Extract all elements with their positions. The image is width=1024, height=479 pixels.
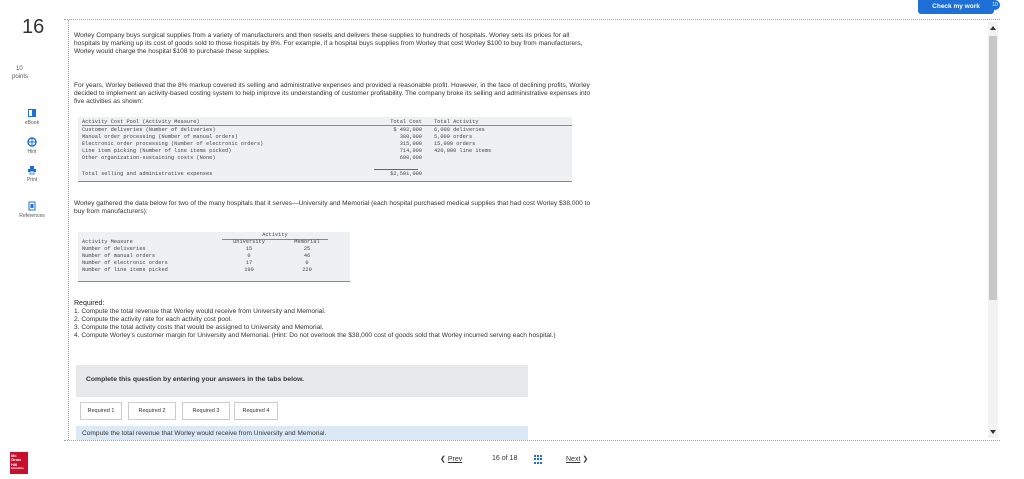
activity-group-header: Activity: [222, 232, 328, 240]
table-header-row: [82, 119, 572, 126]
activity-table: [78, 232, 350, 282]
table-row: [82, 134, 572, 141]
tab-required-1[interactable]: Required 1: [80, 402, 122, 420]
total-pages: 18: [509, 455, 518, 462]
cost-pool-table: [78, 117, 572, 182]
table-cell: 46: [303, 253, 311, 259]
table-cell: 420,000 line items: [434, 148, 492, 154]
logo-text: Mc: [11, 453, 17, 458]
table-cell: Customer deliveries (Number of deliveries): [82, 127, 216, 133]
table-row: [82, 246, 348, 253]
tab-required-2[interactable]: Required 2: [128, 402, 176, 420]
table-cell: 25: [303, 246, 311, 252]
intro-paragraph-3: Worley gathered the data below for two of the many hospitals that it serves—University and Memorial (each hospital purchased medical supplies that had cost Worley $38,000 to buy from manufacturers):: [74, 200, 591, 216]
table-cell: 6,000 deliveries: [434, 127, 485, 133]
table-cell: Number of electronic orders: [82, 260, 168, 266]
chevron-left-icon: ❮: [440, 456, 446, 463]
references-icon: [27, 201, 37, 211]
ebook-label: eBook: [24, 120, 40, 126]
required-item: 4. Compute Worley’s customer margin for University and Memorial. (Hint: Do not overlook the $38,000 cost of goods sold that Worley incurred serving each hospital.): [74, 331, 556, 339]
intro-paragraph-2: For years, Worley believed that the 8% markup covered its selling and administrative expenses and provided a reasonable profit. However, in the face of declining profits, Worley decided to implement an activity-based costing system to help improve its understanding of customer profitability. The company broke its selling and administrative expenses into five activities as shown:: [74, 82, 591, 106]
page-indicator: [492, 455, 517, 462]
table-cell: Line item picking (Number of line items picked): [82, 148, 232, 154]
table-cell: 714,000: [399, 148, 422, 154]
required-title: Required:: [74, 300, 105, 307]
table-cell: $2,501,000: [390, 171, 422, 177]
table-cell: 15: [245, 246, 253, 252]
page-of: of: [501, 455, 508, 462]
hint-icon: [27, 137, 37, 147]
table-cell: 190: [244, 267, 254, 273]
next-link[interactable]: Next: [566, 456, 581, 463]
current-page: 16: [492, 455, 500, 462]
next-button[interactable]: [566, 455, 588, 463]
mcgraw-hill-logo: [10, 452, 28, 474]
references-tool[interactable]: [12, 201, 52, 219]
table-row: [82, 141, 572, 148]
print-icon: [27, 165, 37, 175]
table-cell: 15,000 orders: [434, 141, 476, 147]
top-bar: [0, 0, 1024, 10]
column-header: Activity Measure: [82, 239, 133, 245]
tab-prompt: [76, 426, 528, 440]
tab-required-3[interactable]: Required 3: [182, 402, 230, 420]
column-header: Memorial: [294, 239, 320, 245]
prev-button[interactable]: [440, 455, 462, 463]
table-cell: Manual order processing (Number of manual orders): [82, 134, 238, 140]
table-row: [82, 155, 572, 162]
table-cell: 220: [302, 267, 312, 273]
table-row: [82, 267, 348, 274]
column-header: University: [233, 239, 265, 245]
hint-label: Hint: [27, 149, 37, 155]
required-section: [74, 300, 594, 339]
question-number: 16: [22, 16, 45, 38]
table-cell: 0: [247, 253, 251, 259]
table-row: [82, 148, 572, 155]
top-divider: [64, 19, 1000, 20]
table-cell: Number of deliveries: [82, 246, 146, 252]
instructions-box: [76, 365, 528, 397]
table-row: [82, 260, 348, 267]
question-content: [74, 32, 984, 440]
chevron-right-icon: ❯: [582, 456, 589, 463]
hint-tool[interactable]: [12, 137, 52, 155]
grid-icon[interactable]: [534, 455, 543, 464]
table-cell: 600,000: [399, 155, 422, 161]
book-icon: [27, 108, 37, 118]
required-item: 3. Compute the total activity costs that would be assigned to University and Memorial.: [74, 323, 324, 331]
table-cell: Number of manual orders: [82, 253, 156, 259]
table-row: [82, 127, 572, 134]
logo-text: Education: [11, 467, 24, 471]
table-cell: Number of line items picked: [82, 267, 168, 273]
instructions-text: Complete this question by entering your answers in the tabs below.: [86, 376, 305, 383]
references-label: References: [19, 213, 45, 219]
table-cell: 0: [305, 260, 309, 266]
print-label: Print: [26, 177, 38, 183]
points-value: 10: [16, 66, 23, 72]
table-cell: Electronic order processing (Number of electronic orders): [82, 141, 264, 147]
scroll-up-icon[interactable]: [990, 26, 996, 30]
table-row: [82, 253, 348, 260]
table-cell: Other organization-sustaining costs (None): [82, 155, 216, 161]
table-total-row: [82, 171, 572, 178]
table-cell: 17: [245, 260, 253, 266]
required-item: 1. Compute the total revenue that Worley would receive from University and Memorial.: [74, 308, 326, 316]
content-scrollbar[interactable]: [988, 22, 998, 438]
ebook-tool[interactable]: [12, 108, 52, 126]
logo-text: Hill: [11, 461, 18, 467]
table-cell: Total selling and administrative expenses: [82, 171, 213, 177]
scroll-down-icon[interactable]: [990, 430, 996, 434]
tab-required-4[interactable]: Required 4: [234, 402, 278, 420]
table-header-row: [82, 239, 348, 246]
points-label: points: [12, 74, 29, 80]
table-cell: 380,000: [399, 134, 422, 140]
check-count-badge: 10: [990, 0, 1000, 10]
total-divider: [374, 169, 418, 170]
table-cell: $ 492,000: [393, 127, 422, 133]
bottom-divider: [64, 440, 1000, 441]
logo-text: Graw: [11, 457, 22, 463]
print-tool[interactable]: [12, 165, 52, 183]
left-rail: [0, 0, 64, 479]
scroll-thumb[interactable]: [989, 36, 997, 300]
column-header: Activity Cost Pool (Activity Measure): [82, 119, 200, 125]
table-cell: 315,000: [399, 141, 422, 147]
column-header: Total Cost: [390, 119, 422, 125]
required-item: 2. Compute the activity rate for each activity cost pool.: [74, 316, 232, 323]
intro-paragraph-1: Worley Company buys surgical supplies from a variety of manufacturers and then resells and delivers these supplies to hundreds of hospitals. Worley sets its prices for all hospitals by marking up its cost of goods sold to those hospitals by 8%. For example, if a hospital buys supplies from Worley that cost Worley $100 to buy from manufacturers, Worley would charge the hospital $108 to purchase these supplies.: [74, 32, 583, 56]
check-my-work-button[interactable]: Check my work: [918, 0, 994, 14]
left-divider: [68, 20, 69, 440]
column-header: Total Activity: [434, 119, 479, 125]
tab-prompt-text: Compute the total revenue that Worley would receive from University and Memorial.: [82, 430, 327, 437]
prev-link[interactable]: Prev: [447, 456, 463, 463]
table-cell: 5,000 orders: [434, 134, 473, 140]
